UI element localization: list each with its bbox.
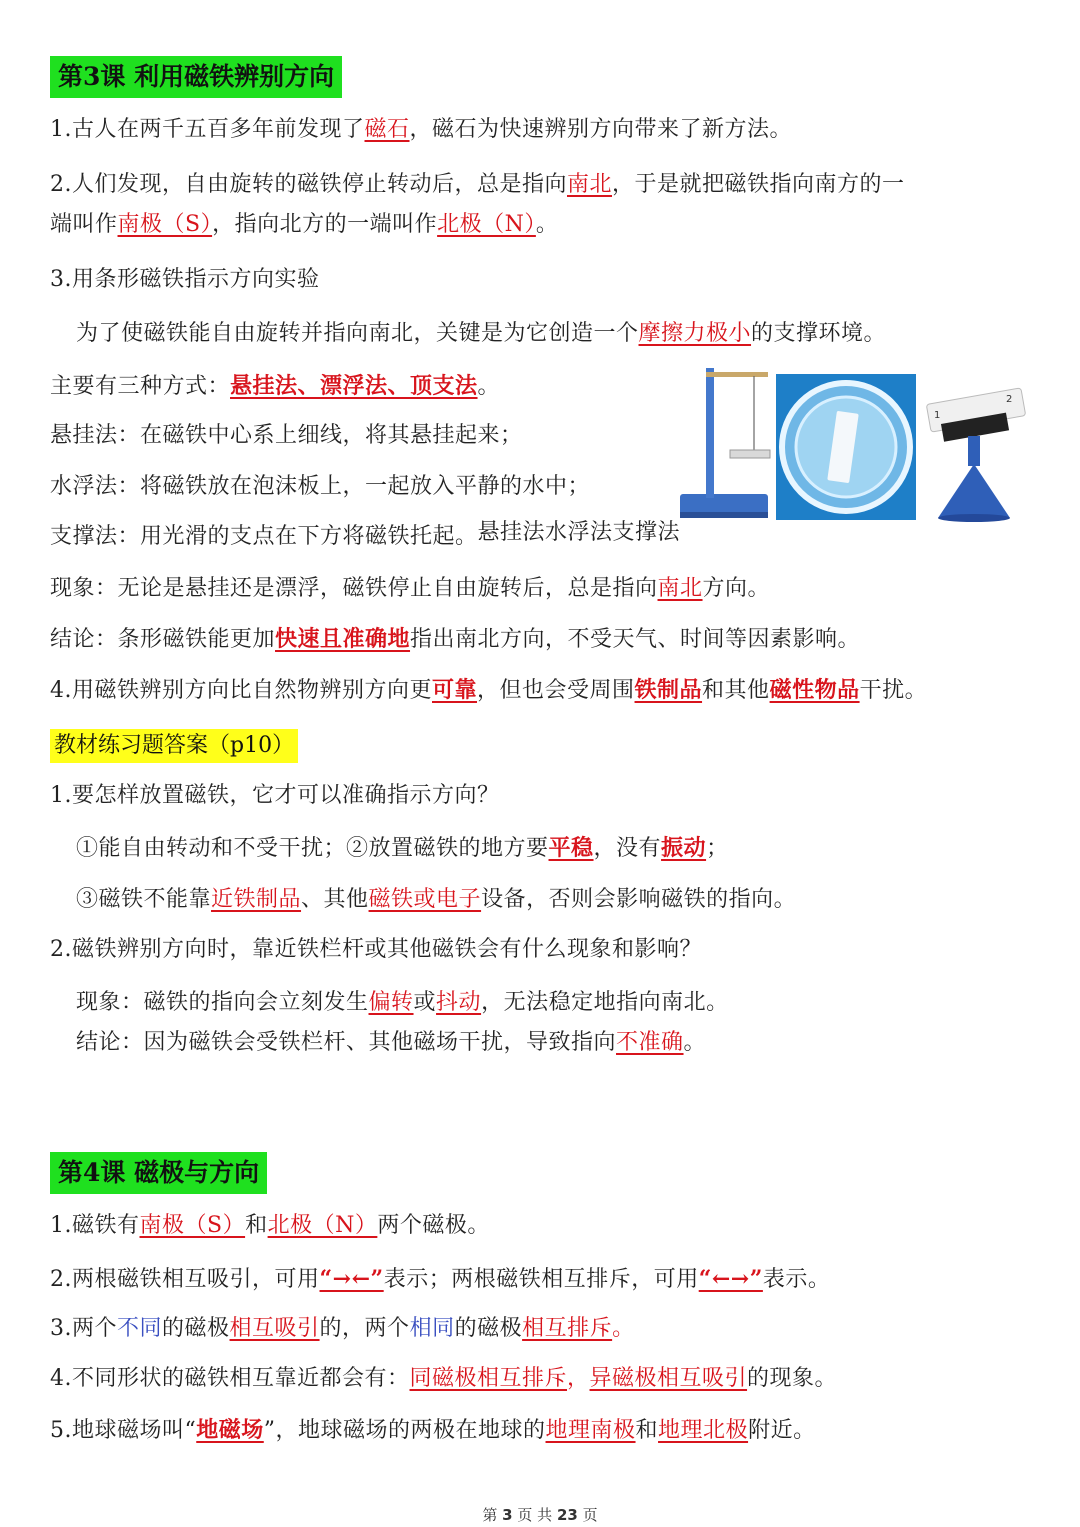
supported-magnet-illustration: [922, 378, 1028, 522]
lesson3-heading: 第3课 利用磁铁辨别方向: [50, 56, 342, 98]
lesson3-point-4: 4.用磁铁辨别方向比自然物辨别方向更可靠，但也会受周围铁制品和其他磁性物品干扰。: [50, 677, 928, 703]
pole-mark-2: 2: [1006, 394, 1013, 405]
exercise-heading: 教材练习题答案（p10）: [50, 729, 298, 763]
lesson4-point-5: 5.地球磁场叫“地磁场”，地球磁场的两极在地球的地理南极和地理北极附近。: [50, 1417, 816, 1443]
lesson3-point-3-detail: 为了使磁铁能自由旋转并指向南北，关键是为它创造一个摩擦力极小的支撑环境。: [76, 321, 887, 346]
page-number: 3: [502, 1506, 513, 1524]
floating-magnet-illustration: [776, 374, 916, 520]
exercise-answer-1b: ③磁铁不能靠近铁制品、其他磁铁或电子设备，否则会影响磁铁的指向。: [76, 887, 797, 912]
exercise-question-1: 1.要怎样放置磁铁，它才可以准确指示方向？: [50, 783, 500, 808]
lesson3-methods: 主要有三种方式：悬挂法、漂浮法、顶支法。: [50, 373, 501, 399]
lesson3-float-method: 水浮法：将磁铁放在泡沫板上，一起放入平静的水中；: [50, 474, 591, 499]
lesson4-heading: 第4课 磁极与方向: [50, 1152, 267, 1194]
lesson4-point-4: 4.不同形状的磁铁相互靠近都会有：同磁极相互排斥，异磁极相互吸引的现象。: [50, 1366, 838, 1391]
page-total: 23: [556, 1506, 578, 1524]
lesson3-point-2-line2: 端叫作南极（S），指向北方的一端叫作北极（N）。: [50, 212, 559, 237]
lesson3-phenomenon: 现象：无论是悬挂还是漂浮，磁铁停止自由旋转后，总是指向南北方向。: [50, 576, 771, 601]
image-caption: 悬挂法水浮法支撑法: [477, 520, 681, 545]
lesson4-point-3: 3.两个不同的磁极相互吸引的，两个相同的磁极相互排斥。: [50, 1316, 635, 1341]
lesson3-point-1: 1.古人在两千五百多年前发现了磁石，磁石为快速辨别方向带来了新方法。: [50, 117, 793, 142]
exercise-answer-2a: 现象：磁铁的指向会立刻发生偏转或抖动，无法稳定地指向南北。: [76, 990, 729, 1015]
pole-mark-1: 1: [934, 410, 941, 421]
lesson3-support-method: 支撑法：用光滑的支点在下方将磁铁托起。悬挂法水浮法支撑法: [50, 520, 681, 549]
lesson3-hang-method: 悬挂法：在磁铁中心系上细线，将其悬挂起来；: [50, 423, 523, 448]
exercise-question-2: 2.磁铁辨别方向时，靠近铁栏杆或其他磁铁会有什么现象和影响？: [50, 937, 702, 962]
exercise-answer-1a: ①能自由转动和不受干扰；②放置磁铁的地方要平稳，没有振动；: [76, 835, 729, 861]
exercise-answer-2b: 结论：因为磁铁会受铁栏杆、其他磁场干扰，导致指向不准确。: [76, 1030, 707, 1055]
lesson4-point-2: 2.两根磁铁相互吸引，可用“→←”表示；两根磁铁相互排斥，可用“←→”表示。: [50, 1266, 831, 1292]
hanging-magnet-illustration: [676, 364, 772, 524]
page-footer: 第 3 页 共 23 页: [482, 1506, 598, 1524]
lesson3-point-3: 3.用条形磁铁指示方向实验: [50, 267, 320, 292]
lesson3-conclusion: 结论：条形磁铁能更加快速且准确地指出南北方向，不受天气、时间等因素影响。: [50, 626, 861, 652]
lesson4-point-1: 1.磁铁有南极（S）和北极（N）两个磁极。: [50, 1213, 490, 1238]
lesson3-point-2-line1: 2.人们发现，自由旋转的磁铁停止转动后，总是指向南北，于是就把磁铁指向南方的一: [50, 172, 905, 197]
